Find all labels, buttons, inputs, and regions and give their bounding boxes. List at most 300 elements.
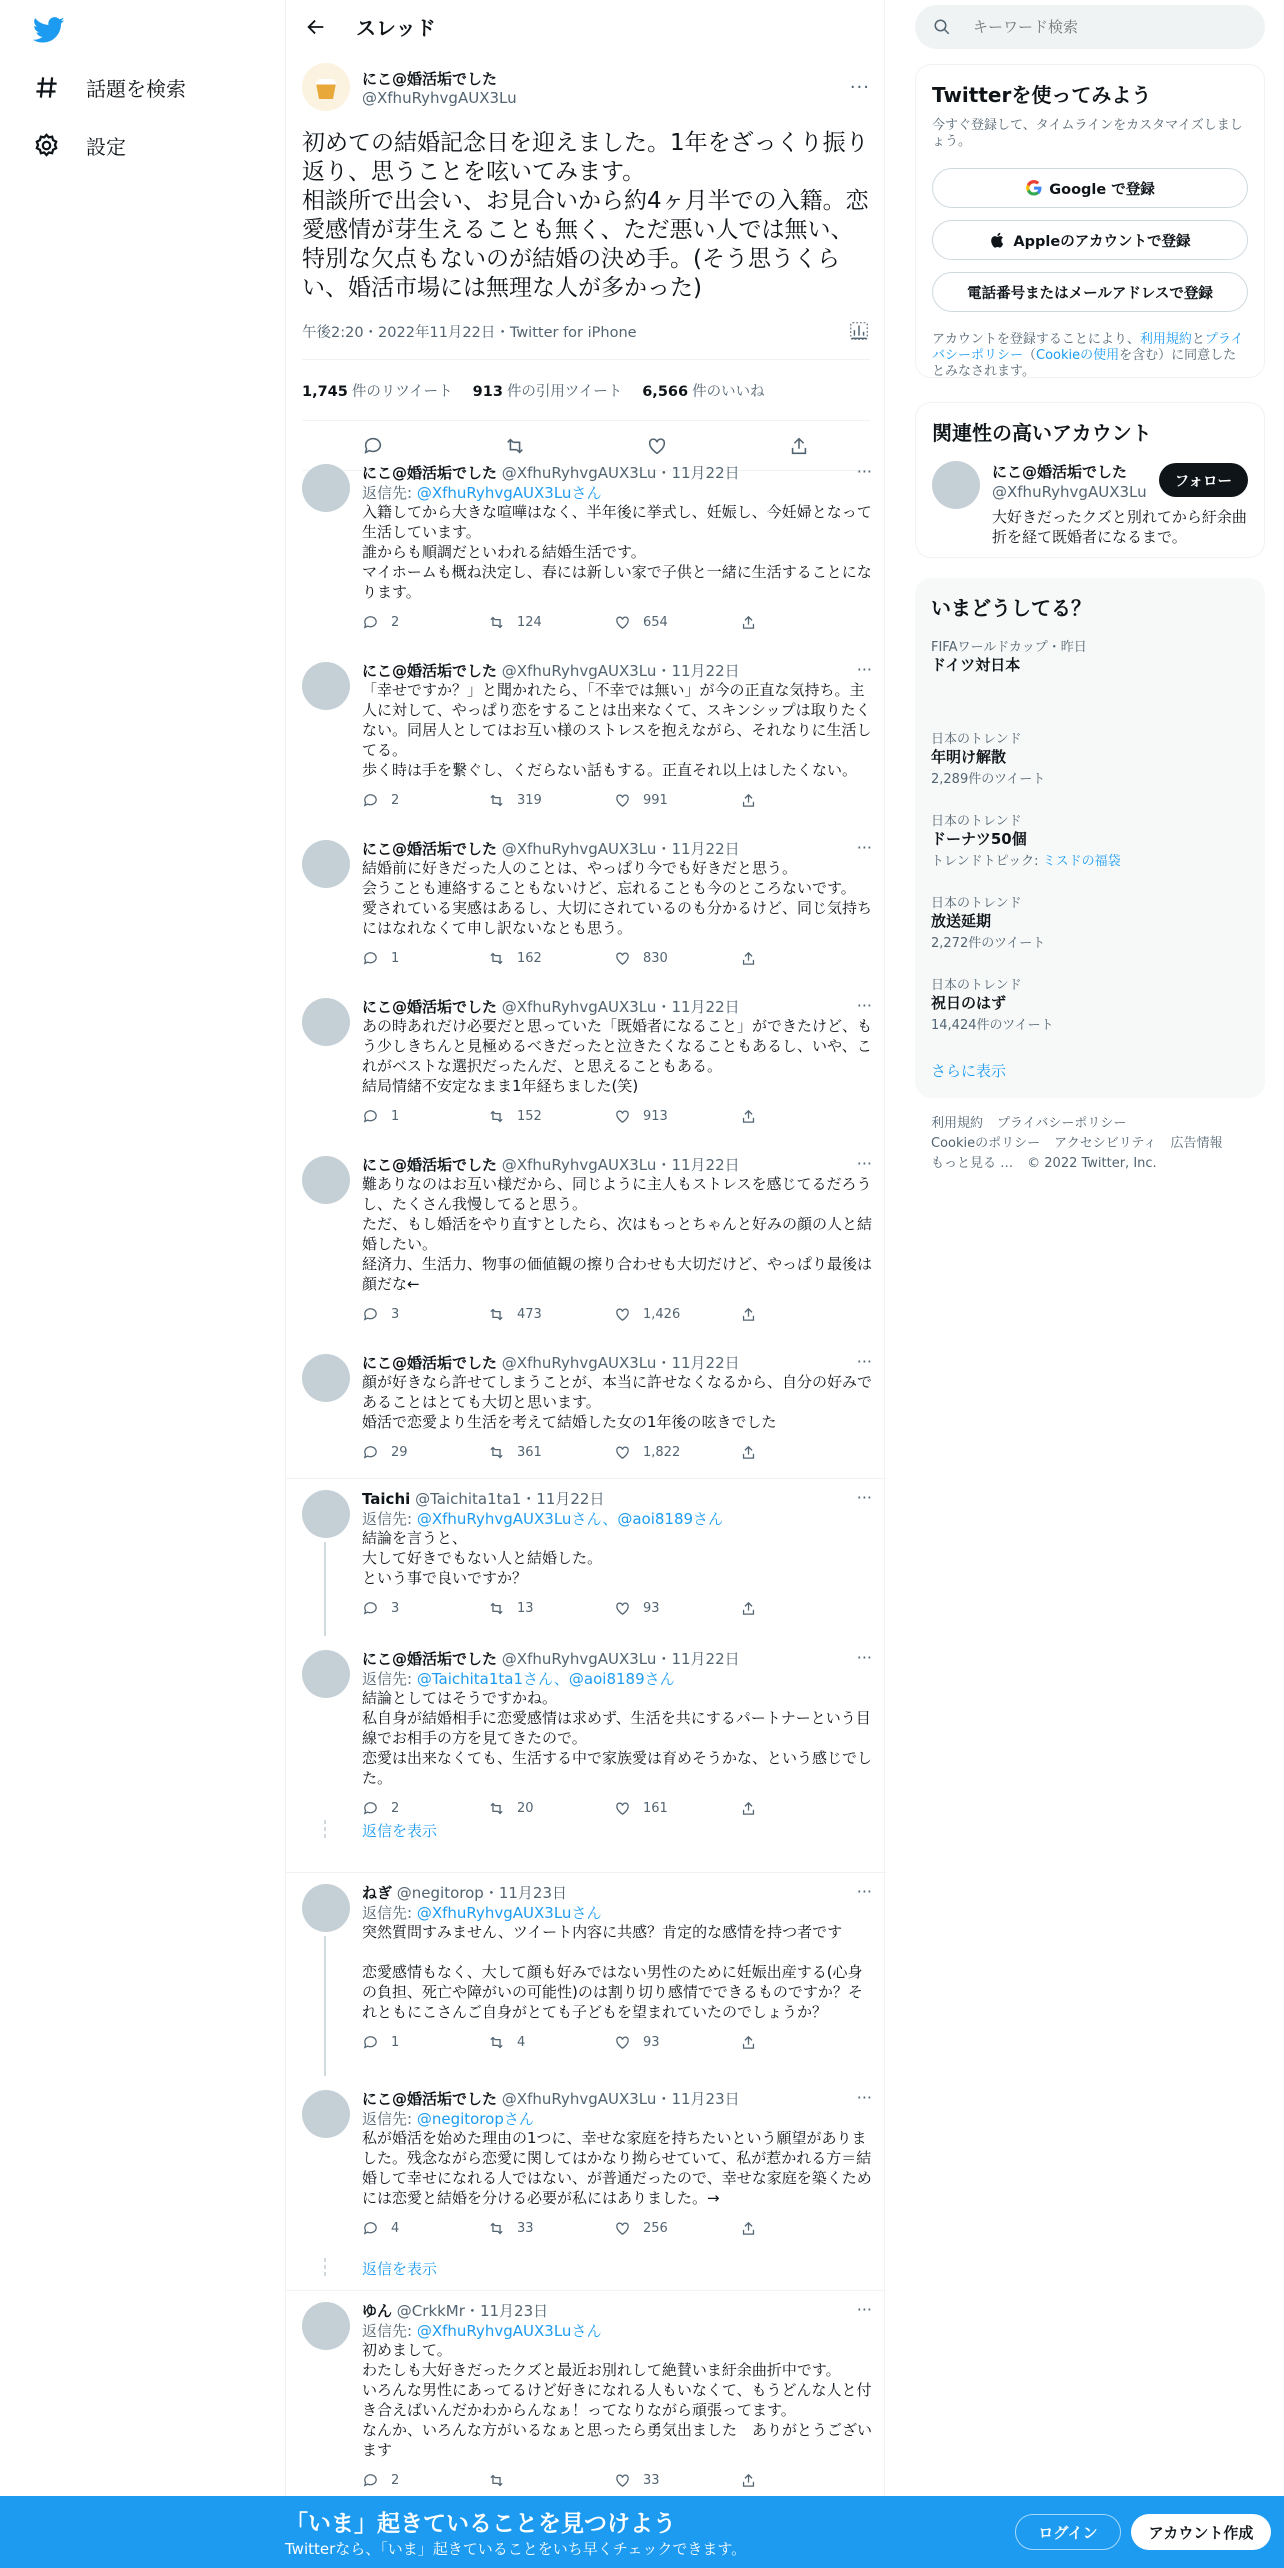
reply-author-handle[interactable]: @XfhuRyhvgAUX3Lu	[501, 464, 657, 482]
reply-to: 返信先: @negitoropさん	[362, 2110, 534, 2128]
avatar[interactable]	[302, 63, 350, 111]
like-count: 654	[643, 614, 668, 630]
share-icon	[740, 1306, 757, 1323]
retweet-stat[interactable]: 1,745 件のリツイート	[302, 383, 453, 400]
like-icon	[614, 950, 631, 967]
retweet-icon	[488, 792, 505, 809]
avatar[interactable]	[302, 2090, 350, 2138]
reply-author-name[interactable]: にこ@婚活垢でした	[362, 840, 498, 858]
reply-text: 初めまして。 わたしも大好きだったクズと最近お別れして絶賛いま紆余曲折中です。 いろんな男性にあってるけど好きになれる人もいなくて、もうどんな人と付き合えばいんだかわからんなぁ！ってなりながら頑張ってます。 なんか、いろんな方がいるなぁと思ったら勇気出ました ありがとうございます	[362, 2341, 873, 2459]
retweet-icon	[488, 614, 505, 631]
trend-name: ドーナツ50個	[931, 830, 1027, 848]
copyright: © 2022 Twitter, Inc.	[1027, 1156, 1157, 1171]
quote-stat[interactable]: 913 件の引用ツイート	[472, 383, 623, 400]
tweet-timestamp[interactable]: 午後2:20・2022年11月22日・Twitter for iPhone	[302, 324, 637, 341]
share-button[interactable]	[740, 614, 866, 631]
like-button[interactable]	[614, 1800, 740, 1817]
reply-tweet[interactable]	[286, 650, 886, 828]
arrow-left-icon	[305, 16, 327, 38]
retweet-icon	[488, 1444, 505, 1461]
reply-to: 返信先: @XfhuRyhvgAUX3Luさん	[362, 1904, 602, 1922]
search-bar[interactable]	[915, 5, 1265, 49]
footer-accessibility-link[interactable]: アクセシビリティ	[1054, 1136, 1157, 1151]
reply-text: 私が婚活を始めた理由の1つに、幸せな家庭を持ちたいという願望がありました。残念ながら恋愛に関してはかなり拗らせていて、私が惹かれる方＝結婚して幸せになれる人ではない、が普通だったので、幸せな家庭を築くためには恋愛と結婚を分ける必要が私にはありました。→	[362, 2129, 872, 2207]
reply-author-handle[interactable]: @XfhuRyhvgAUX3Lu	[501, 2090, 657, 2108]
reply-count: 2	[391, 2472, 400, 2488]
trends-card	[915, 578, 1265, 1098]
reply-count: 29	[391, 1444, 408, 1460]
reply-tweet[interactable]	[286, 1872, 886, 2078]
reply-tweet[interactable]	[286, 1478, 886, 1638]
like-count: 1,426	[643, 1306, 681, 1322]
reply-date[interactable]: 11月22日	[671, 464, 740, 482]
nav-settings[interactable]	[33, 125, 126, 165]
separator-dot: ・	[521, 1490, 537, 1508]
reply-button[interactable]	[362, 1108, 488, 1125]
follow-button[interactable]: フォロー	[1159, 463, 1248, 497]
author-name[interactable]: にこ@婚活垢でした	[362, 69, 498, 88]
reply-text: 入籍してから大きな喧嘩はなく、半年後に挙式し、妊娠し、今妊婦となって生活しています。 誰からも順調だといわれる結婚生活です。 マイホームも概ね決定し、春には新しい家で子供と一緒に生活することになります。	[362, 503, 872, 601]
reply-date[interactable]: 11月23日	[498, 1884, 568, 1902]
reply-to: 返信先: @XfhuRyhvgAUX3Luさん	[362, 484, 602, 502]
trend-topic: トレンドトピック: ミスドの福袋	[931, 854, 1121, 869]
separator-dot: ・	[656, 1354, 672, 1372]
like-button[interactable]	[614, 1306, 740, 1323]
like-button[interactable]	[614, 1444, 740, 1461]
avatar[interactable]	[302, 1156, 350, 1204]
like-button[interactable]	[614, 1600, 740, 1617]
tweet-stats	[302, 359, 870, 421]
main-tweet	[286, 53, 886, 471]
show-replies-link[interactable]: 返信を表示	[362, 2260, 438, 2278]
signup-card	[915, 64, 1265, 378]
share-button[interactable]	[740, 1306, 866, 1323]
reply-author-handle[interactable]: @XfhuRyhvgAUX3Lu	[501, 840, 657, 858]
retweet-button[interactable]	[488, 1108, 614, 1125]
retweet-count: 4	[517, 2034, 526, 2050]
retweet-count: 319	[517, 792, 542, 808]
create-account-button[interactable]: アカウント作成	[1131, 2514, 1271, 2550]
reply-icon	[362, 1444, 379, 1461]
more-options-icon[interactable]: ···	[856, 1154, 872, 1173]
cookie-link[interactable]: Cookieの使用	[1036, 348, 1120, 363]
search-input[interactable]	[973, 18, 1253, 36]
reply-count: 4	[391, 2220, 400, 2236]
thread-line	[324, 1542, 326, 1636]
reply-text: 「幸せですか？」と聞かれたら、「不幸では無い」が今の正直な気持ち。主人に対して、やっぱり恋をすることは出来なくて、スキンシップは取りたくない。同居人としてはお互い様のストレスを抱えながら、それなりに生活してる。 歩く時は手を繋ぐし、くだらない話もする。正直それ以上はしたくない。	[362, 681, 872, 779]
reply-tweet[interactable]	[286, 986, 886, 1144]
related-bio: 大好きだったクズと別れてから紆余曲折を経て既婚者になるまで。	[992, 508, 1247, 546]
trend-context: 日本のトレンド	[931, 978, 1022, 993]
reply-author-name[interactable]: にこ@婚活垢でした	[362, 1354, 498, 1372]
retweet-icon	[488, 2034, 505, 2051]
hashtag-icon	[33, 74, 60, 101]
reply-icon	[362, 614, 379, 631]
nav-explore[interactable]	[33, 67, 186, 107]
share-icon	[740, 2220, 757, 2237]
reply-date[interactable]: 11月22日	[536, 1490, 605, 1508]
apple-icon	[989, 231, 1007, 249]
reply-text: 顔が好きなら許せてしまうことが、本当に許せなくなるから、自分の好みであることはとても大切と思います。 婚活で恋愛より生活を考えて結婚した女の1年後の呟きでした	[362, 1373, 873, 1431]
separator-dot: ・	[464, 2302, 480, 2320]
like-icon	[614, 792, 631, 809]
reply-date[interactable]: 11月23日	[671, 2090, 740, 2108]
footer-terms-link[interactable]: 利用規約	[931, 1116, 984, 1131]
like-button[interactable]	[614, 792, 740, 809]
more-options-icon[interactable]: ···	[856, 660, 872, 679]
banner-title: 「いま」起きていることを見つけよう	[285, 2511, 676, 2537]
share-button[interactable]	[740, 1108, 866, 1125]
reply-author-name[interactable]: にこ@婚活垢でした	[362, 1156, 498, 1174]
reply-to-link[interactable]: @XfhuRyhvgAUX3Luさん	[416, 484, 602, 502]
retweet-button[interactable]	[488, 1306, 614, 1323]
reply-text: 結論としてはそうですかね。 私自身が結婚相手に恋愛感情は求めず、生活を共にするパートナーという目線でお相手の方を見てきたので。 恋愛は出来なくても、生活する中で家族愛は育めそうかな、という感じでした。	[362, 1689, 873, 1787]
trend-name: 祝日のはず	[931, 994, 1007, 1012]
nav-explore-label: 話題を検索	[86, 76, 186, 101]
reply-count: 1	[391, 2034, 400, 2050]
retweet-count: 162	[517, 950, 542, 966]
like-icon	[614, 1444, 631, 1461]
reply-to-link[interactable]: @XfhuRyhvgAUX3Luさん	[416, 1904, 602, 1922]
page-title: スレッド	[356, 16, 436, 40]
reply-tweet[interactable]	[286, 1144, 886, 1342]
separator-dot: ・	[483, 1884, 499, 1902]
reply-icon	[362, 2220, 379, 2237]
avatar[interactable]	[302, 1354, 350, 1402]
reply-count: 1	[391, 1108, 400, 1124]
avatar[interactable]	[302, 1884, 350, 1932]
retweet-button[interactable]	[488, 1800, 614, 1817]
signup-title: Twitterを使ってみよう	[932, 83, 1152, 107]
reply-button[interactable]	[362, 2034, 488, 2051]
reply-author-name[interactable]: にこ@婚活垢でした	[362, 662, 498, 680]
google-signup-button[interactable]	[932, 168, 1248, 208]
reply-icon	[362, 1600, 379, 1617]
retweet-count: 33	[517, 2220, 534, 2236]
reply-tweet[interactable]	[286, 2078, 886, 2256]
trends-title: いまどうしてる？	[931, 596, 1091, 620]
separator-dot: ・	[656, 1650, 672, 1668]
trend-count: 14,424件のツイート	[931, 1018, 1054, 1033]
separator-dot: ・	[656, 464, 672, 482]
reply-text: 難ありなのはお互い様だから、同じように主人もストレスを感じてるだろうし、たくさん我慢してると思う。 ただ、もし婚活をやり直すとしたら、次はもっとちゃんと好みの顔の人と結婚したい。 経済力、生活力、物事の価値観の擦り合わせも大切だけど、やっぱり最後は顔だな←	[362, 1175, 873, 1293]
share-button[interactable]	[740, 2034, 866, 2051]
reply-button[interactable]	[362, 950, 488, 967]
share-button[interactable]	[740, 1600, 866, 1617]
reply-author-name[interactable]: にこ@婚活垢でした	[362, 2090, 498, 2108]
retweet-icon	[488, 1306, 505, 1323]
more-options-icon[interactable]: ···	[856, 1352, 872, 1371]
reply-button[interactable]	[362, 792, 488, 809]
avatar[interactable]	[302, 998, 350, 1046]
avatar[interactable]	[302, 1650, 350, 1698]
like-button[interactable]	[614, 2034, 740, 2051]
like-icon	[614, 2034, 631, 2051]
trend-item[interactable]	[931, 636, 1251, 676]
reply-to: 返信先: @Taichita1ta1さん、@aoi8189さん	[362, 1670, 675, 1688]
share-button[interactable]	[740, 792, 866, 809]
like-button[interactable]	[614, 2472, 740, 2489]
retweet-count: 124	[517, 614, 542, 630]
like-icon	[614, 1800, 631, 1817]
trend-item[interactable]	[931, 810, 1251, 868]
thread-line	[324, 1936, 326, 2076]
share-icon	[740, 2472, 757, 2489]
reply-author-handle[interactable]: @XfhuRyhvgAUX3Lu	[501, 998, 657, 1016]
like-count: 93	[643, 1600, 660, 1616]
footer-more-link[interactable]: もっと見る …	[931, 1156, 1014, 1171]
reply-icon	[362, 950, 379, 967]
footer	[931, 1114, 1261, 1174]
reply-text: あの時あれだけ必要だと思っていた「既婚者になること」ができたけど、もう少しきちんと見極めるべきだったと泣きたくなることもあるし、いや、これがベストな選択だったんだ、と思えることもある。 結局情緒不安定なまま1年経ちました(笑)	[362, 1017, 873, 1095]
reply-icon	[362, 2472, 379, 2489]
retweet-count: 473	[517, 1306, 542, 1322]
privacy-link[interactable]: プライバシーポリシー	[932, 332, 1244, 363]
nav-settings-label: 設定	[86, 134, 126, 159]
retweet-icon	[488, 2220, 505, 2237]
reply-button[interactable]	[362, 1444, 488, 1461]
share-icon	[740, 950, 757, 967]
reply-to: 返信先: @XfhuRyhvgAUX3Luさん	[362, 2322, 602, 2340]
phone-signup-label: 電話番号またはメールアドレスで登録	[967, 285, 1213, 302]
more-options-icon[interactable]: ···	[856, 996, 872, 1015]
left-nav	[0, 0, 285, 2568]
share-button[interactable]	[740, 1444, 866, 1461]
retweet-button[interactable]	[488, 2034, 614, 2051]
reply-date[interactable]: 11月22日	[671, 1650, 740, 1668]
reply-to-link[interactable]: @Taichita1ta1さん、@aoi8189さん	[416, 1670, 675, 1688]
show-replies-link[interactable]: 返信を表示	[362, 1822, 438, 1840]
thread-gap-dots	[322, 1820, 328, 1841]
avatar[interactable]	[302, 840, 350, 888]
retweet-icon	[488, 950, 505, 967]
trend-name: 年明け解散	[931, 748, 1007, 766]
reply-author-name[interactable]: にこ@婚活垢でした	[362, 464, 498, 482]
retweet-icon	[488, 1108, 505, 1125]
separator-dot: ・	[656, 662, 672, 680]
reply-author-handle[interactable]: @XfhuRyhvgAUX3Lu	[501, 1156, 657, 1174]
like-count: 1,822	[643, 1444, 681, 1460]
reply-author-name[interactable]: ねぎ	[362, 1884, 393, 1902]
reply-count: 2	[391, 614, 400, 630]
related-name[interactable]: にこ@婚活垢でした	[992, 463, 1128, 481]
reply-author-name[interactable]: にこ@婚活垢でした	[362, 1650, 498, 1668]
reply-to: 返信先: @XfhuRyhvgAUX3Luさん、@aoi8189さん	[362, 1510, 724, 1528]
more-options-icon[interactable]: ···	[856, 1648, 872, 1667]
retweet-button[interactable]	[488, 792, 614, 809]
retweet-button[interactable]	[488, 2472, 614, 2489]
share-button[interactable]	[740, 2220, 866, 2237]
reply-tweet[interactable]	[286, 2290, 886, 2500]
like-button[interactable]	[614, 1108, 740, 1125]
like-button[interactable]	[614, 950, 740, 967]
related-handle[interactable]: @XfhuRyhvgAUX3Lu	[992, 483, 1147, 501]
reply-author-handle[interactable]: @XfhuRyhvgAUX3Lu	[501, 662, 657, 680]
reply-text: 結婚前に好きだった人のことは、やっぱり今でも好きだと思う。 会うことも連絡することもないけど、忘れることも今のところないです。 愛されている実感はあるし、大切にされているのも分かるけど、同じ気持ちにはなれなくて申し訳ないなとも思う。	[362, 859, 873, 937]
more-options-icon[interactable]: ···	[849, 76, 870, 98]
reply-author-handle[interactable]: @negitorop	[396, 1884, 484, 1902]
retweet-icon	[488, 1800, 505, 1817]
share-icon	[740, 1444, 757, 1461]
more-options-icon[interactable]: ···	[856, 1882, 872, 1901]
reply-date[interactable]: 11月22日	[671, 662, 740, 680]
reply-button[interactable]	[362, 1306, 488, 1323]
avatar[interactable]	[302, 662, 350, 710]
separator-dot: ・	[656, 2090, 672, 2108]
tweet-text: 初めての結婚記念日を迎えました。1年をざっくり振り返り、思うことを呟いてみます。 相談所で出会い、お見合いから約4ヶ月半での入籍。恋愛感情が芽生えることも無く、ただ悪い人では無い、特別な欠点もないのが結婚の決め手。(そう思うくらい、婚活市場には無理な人が多かった)	[302, 130, 869, 301]
reply-date[interactable]: 11月22日	[671, 1156, 740, 1174]
reply-button[interactable]	[362, 2220, 488, 2237]
reply-date[interactable]: 11月22日	[671, 840, 740, 858]
author-handle[interactable]: @XfhuRyhvgAUX3Lu	[362, 88, 517, 107]
avatar[interactable]	[302, 464, 350, 512]
analytics-icon[interactable]	[848, 320, 870, 342]
share-button[interactable]	[740, 950, 866, 967]
share-button[interactable]	[740, 1800, 866, 1817]
apple-signup-button[interactable]	[932, 220, 1248, 260]
reply-count: 3	[391, 1306, 400, 1322]
trend-count: 2,289件のツイート	[931, 772, 1046, 787]
reply-button[interactable]	[362, 614, 488, 631]
signup-subtitle: 今すぐ登録して、タイムラインをカスタマイズしましょう。	[932, 118, 1243, 149]
like-count: 256	[643, 2220, 668, 2236]
google-signup-label: Google で登録	[1049, 181, 1155, 198]
trend-context: 日本のトレンド	[931, 896, 1022, 911]
retweet-button[interactable]	[488, 950, 614, 967]
more-options-icon[interactable]: ···	[856, 1488, 872, 1507]
like-count: 33	[643, 2472, 660, 2488]
reply-icon	[362, 792, 379, 809]
footer-privacy-link[interactable]: プライバシーポリシー	[997, 1116, 1127, 1131]
footer-cookie-link[interactable]: Cookieのポリシー	[931, 1136, 1041, 1151]
related-title: 関連性の高いアカウント	[932, 421, 1152, 445]
trend-name: ドイツ対日本	[931, 656, 1021, 674]
search-icon	[933, 18, 951, 36]
reply-button[interactable]	[362, 2472, 488, 2489]
reply-author-handle[interactable]: @CrkkMr	[396, 2302, 465, 2320]
more-options-icon[interactable]: ···	[856, 838, 872, 857]
legal-text: アカウントを登録することにより、利用規約とプライバシーポリシー（Cookieの使用を含む）に同意したとみなされます。	[932, 332, 1244, 379]
reply-to-link[interactable]: @XfhuRyhvgAUX3Luさん、@aoi8189さん	[416, 1510, 724, 1528]
more-options-icon[interactable]: ···	[856, 2088, 872, 2107]
footer-ads-link[interactable]: 広告情報	[1170, 1136, 1223, 1151]
reply-date[interactable]: 11月22日	[671, 998, 740, 1016]
reply-author-handle[interactable]: @Taichita1ta1	[415, 1490, 522, 1508]
like-count: 991	[643, 792, 668, 808]
reply-text: 突然質問すみません、ツイート内容に共感？肯定的な感情を持つ者です 恋愛感情もなく、大して顔も好みではない男性のために妊娠出産する(心身の負担、死亡や障がいの可能性)のは割り切り感情でできるものですか？それともにこさんご自身がとても子どもを望まれていたのでしょうか？	[362, 1923, 863, 2021]
thread-header	[286, 0, 886, 53]
back-button[interactable]	[296, 7, 336, 47]
gear-icon	[33, 132, 60, 159]
reply-tweet[interactable]	[286, 828, 886, 986]
retweet-icon	[488, 2472, 505, 2489]
reply-to-link[interactable]: @negitoropさん	[416, 2110, 534, 2128]
retweet-button[interactable]	[488, 614, 614, 631]
trend-context: 日本のトレンド	[931, 732, 1022, 747]
retweet-count: 361	[517, 1444, 542, 1460]
like-icon	[614, 1108, 631, 1125]
trend-topic-link[interactable]: ミスドの福袋	[1042, 854, 1121, 869]
reply-count: 1	[391, 950, 400, 966]
reply-icon	[362, 1306, 379, 1323]
like-icon	[614, 1600, 631, 1617]
retweet-button[interactable]	[488, 2220, 614, 2237]
trend-context: 日本のトレンド	[931, 814, 1022, 829]
reply-tweet[interactable]	[286, 1638, 886, 1818]
like-icon	[614, 2220, 631, 2237]
retweet-button[interactable]	[488, 1600, 614, 1617]
banner-subtitle: Twitterなら、「いま」起きていることをいち早くチェックできます。	[285, 2540, 747, 2558]
like-icon	[614, 1306, 631, 1323]
reply-author-handle[interactable]: @XfhuRyhvgAUX3Lu	[501, 1650, 657, 1668]
signup-banner	[0, 2496, 1284, 2568]
like-count: 161	[643, 1800, 668, 1816]
more-options-icon[interactable]: ···	[856, 462, 872, 481]
like-button[interactable]	[614, 614, 740, 631]
like-count: 93	[643, 2034, 660, 2050]
trend-item[interactable]	[931, 728, 1251, 786]
reply-author-name[interactable]: ゆん	[362, 2302, 393, 2320]
trend-name: 放送延期	[931, 912, 992, 930]
reply-button[interactable]	[362, 1600, 488, 1617]
reply-author-name[interactable]: Taichi	[362, 1490, 411, 1508]
like-count: 830	[643, 950, 668, 966]
trend-item[interactable]	[931, 974, 1251, 1032]
trend-count: 2,272件のツイート	[931, 936, 1046, 951]
reply-author-handle[interactable]: @XfhuRyhvgAUX3Lu	[501, 1354, 657, 1372]
avatar[interactable]	[302, 1490, 350, 1538]
retweet-count: 13	[517, 1600, 534, 1616]
reply-text: 結論を言うと、 大して好きでもない人と結婚した。 という事で良いですか？	[362, 1529, 603, 1587]
like-stat[interactable]: 6,566 件のいいね	[642, 383, 765, 400]
reply-icon	[362, 1108, 379, 1125]
terms-link[interactable]: 利用規約	[1139, 332, 1192, 347]
thread-gap-dots	[322, 2258, 328, 2279]
retweet-button[interactable]	[488, 1444, 614, 1461]
share-icon	[740, 1800, 757, 1817]
separator-dot: ・	[656, 1156, 672, 1174]
reply-tweet[interactable]	[286, 1342, 886, 1478]
reply-author-name[interactable]: にこ@婚活垢でした	[362, 998, 498, 1016]
reply-button[interactable]	[362, 1800, 488, 1817]
retweet-icon	[488, 1600, 505, 1617]
show-more-trends-link[interactable]: さらに表示	[931, 1062, 1007, 1080]
like-icon	[614, 614, 631, 631]
related-accounts-card	[915, 402, 1265, 558]
twitter-logo-icon[interactable]	[33, 14, 65, 46]
avatar[interactable]	[932, 461, 980, 509]
reply-date[interactable]: 11月23日	[479, 2302, 549, 2320]
separator-dot: ・	[656, 998, 672, 1016]
more-options-icon[interactable]: ···	[856, 2300, 872, 2319]
avatar[interactable]	[302, 2302, 350, 2350]
reply-to-link[interactable]: @XfhuRyhvgAUX3Luさん	[416, 2322, 602, 2340]
phone-email-signup-button[interactable]	[932, 272, 1248, 312]
reply-icon	[362, 2034, 379, 2051]
reply-count: 2	[391, 1800, 400, 1816]
reply-tweet[interactable]	[286, 452, 886, 650]
share-icon	[740, 2034, 757, 2051]
login-button[interactable]: ログイン	[1015, 2514, 1121, 2550]
like-button[interactable]	[614, 2220, 740, 2237]
trend-context: FIFAワールドカップ・昨日	[931, 640, 1087, 655]
reply-date[interactable]: 11月22日	[671, 1354, 740, 1372]
share-icon	[740, 1108, 757, 1125]
share-button[interactable]	[740, 2472, 866, 2489]
reply-count: 2	[391, 792, 400, 808]
trend-item[interactable]	[931, 892, 1251, 950]
retweet-count: 152	[517, 1108, 542, 1124]
